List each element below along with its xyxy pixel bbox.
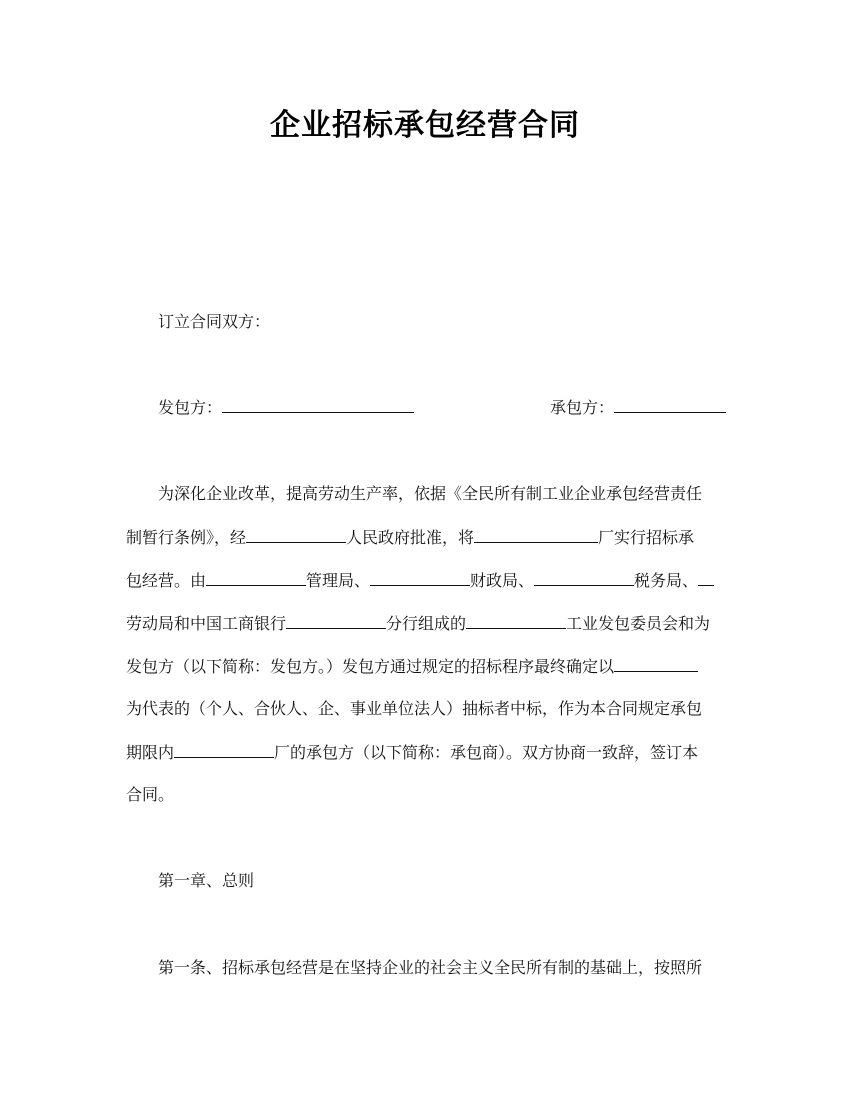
preamble-text: 分行组成的 bbox=[386, 614, 467, 633]
article-1-text: 第一条、招标承包经营是在坚持企业的社会主义全民所有制的基础上，按照所 bbox=[158, 958, 703, 977]
parties-intro: 订立合同双方： bbox=[158, 312, 271, 331]
representative-blank[interactable] bbox=[614, 656, 698, 672]
preamble-line-1: 为深化企业改革，提高劳动生产率，依据《全民所有制工业企业承包经营责任 bbox=[158, 484, 703, 503]
factory-blank[interactable] bbox=[474, 527, 598, 543]
document-title: 企业招标承包经营合同 bbox=[270, 108, 580, 143]
labor-bureau-blank[interactable] bbox=[698, 570, 714, 586]
preamble-text: 劳动局和中国工商银行 bbox=[126, 614, 287, 633]
preamble-text: 发包方（以下简称：发包方。）发包方通过规定的招标程序最终确定以 bbox=[126, 657, 615, 676]
preamble-line-2 bbox=[126, 527, 694, 548]
preamble-line-5 bbox=[126, 656, 698, 677]
preamble-text: 厂的承包方（以下简称：承包商）。双方协商一致辞，签订本 bbox=[274, 743, 699, 762]
preamble-text: 期限内 bbox=[126, 743, 175, 762]
contractor-blank[interactable] bbox=[614, 397, 726, 413]
issuer-line bbox=[158, 397, 414, 418]
preamble-text: 制暂行条例》，经 bbox=[126, 528, 247, 547]
preamble-text: 工业发包委员会和为 bbox=[566, 614, 711, 633]
preamble-text: 税务局、 bbox=[634, 571, 699, 590]
preamble-line-4 bbox=[126, 613, 710, 634]
preamble-line-7 bbox=[126, 742, 698, 763]
bank-branch-blank[interactable] bbox=[286, 613, 386, 629]
preamble-line-3 bbox=[126, 570, 714, 591]
contract-factory-blank[interactable] bbox=[174, 742, 274, 758]
contractor-label: 承包方： bbox=[550, 398, 615, 417]
administration-blank[interactable] bbox=[206, 570, 306, 586]
issuer-label: 发包方： bbox=[158, 398, 223, 417]
industry-committee-blank[interactable] bbox=[466, 613, 566, 629]
chapter-1-heading: 第一章、总则 bbox=[158, 871, 255, 890]
contractor-line bbox=[550, 397, 726, 418]
preamble-line-6: 为代表的（个人、合伙人、企、事业单位法人）抽标者中标，作为本合同规定承包 bbox=[126, 699, 703, 718]
preamble-text: 财政局、 bbox=[470, 571, 535, 590]
preamble-text: 厂实行招标承 bbox=[598, 528, 695, 547]
preamble-text: 管理局、 bbox=[306, 571, 371, 590]
preamble-text: 人民政府批准，将 bbox=[346, 528, 475, 547]
preamble-line-8: 合同。 bbox=[126, 785, 175, 804]
government-blank[interactable] bbox=[246, 527, 346, 543]
finance-bureau-blank[interactable] bbox=[370, 570, 470, 586]
issuer-blank[interactable] bbox=[222, 397, 414, 413]
preamble-text: 包经营。由 bbox=[126, 571, 207, 590]
tax-bureau-blank[interactable] bbox=[534, 570, 634, 586]
